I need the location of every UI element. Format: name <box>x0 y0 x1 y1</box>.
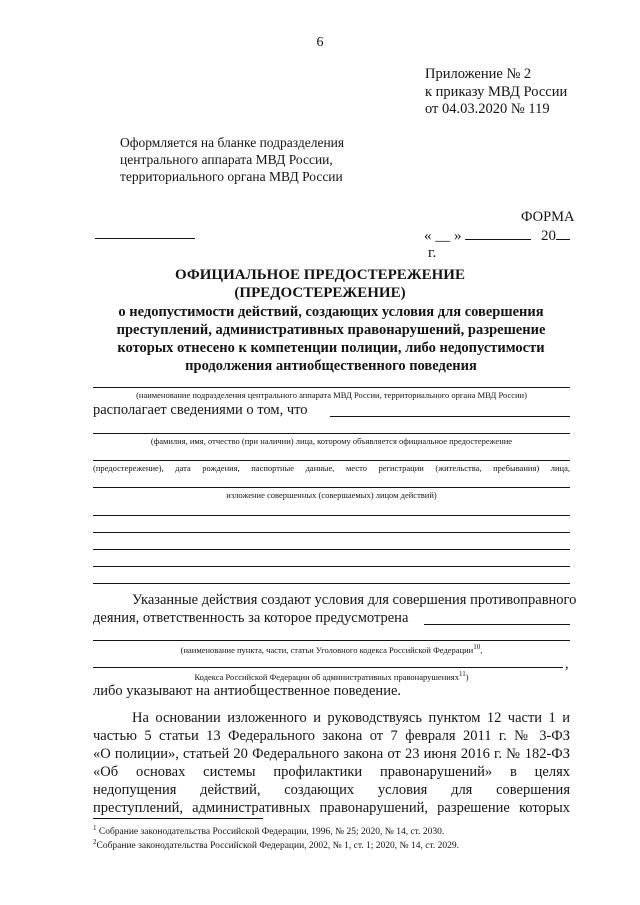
has-info-text: располагает сведениями о том, что <box>93 402 308 418</box>
date-year-prefix: 20 <box>541 228 556 244</box>
footnote-text: Собрание законодательства Российской Федерации, 1996, № 25; 2020, № 14, ст. 2030. <box>98 827 445 838</box>
liability-field[interactable] <box>424 624 570 625</box>
person-caption-2: (предостережение), дата рождения, паспортные данные, место регистрации (жительства, пребывания) лица, <box>93 463 570 473</box>
document-subtitle-line: о недопустимости действий, создающих условия для совершения <box>118 304 544 320</box>
person-field-3[interactable] <box>93 487 570 488</box>
footnote-ref-11: 11 <box>458 670 466 678</box>
document-title: ОФИЦИАЛЬНОЕ ПРЕДОСТЕРЕЖЕНИЕ <box>175 267 465 283</box>
has-info-field[interactable] <box>330 416 570 417</box>
appendix-line: Приложение № 2 <box>425 66 532 82</box>
antisocial-text: либо указывают на антиобщественное поведение. <box>93 683 402 699</box>
appendix-reference <box>425 66 567 119</box>
document-subtitle-line: преступлений, административных правонарушений, разрешение <box>116 322 546 338</box>
footnote-divider <box>93 818 263 819</box>
document-subtitle-line: продолжения антиобщественного поведения <box>185 358 477 374</box>
actions-field-5[interactable] <box>93 583 570 584</box>
person-caption-1: (фамилия, имя, отчество (при наличии) лица, которому объявляется официальное предостережение <box>150 436 513 446</box>
comma-mark: , <box>565 656 569 672</box>
person-field-2[interactable] <box>93 460 570 461</box>
blank-note-line: центрального аппарата МВД России, <box>120 152 333 167</box>
basis-line: «О полиции», статьей 20 Федерального закона от 23 июня 2016 г. № 182-ФЗ <box>93 746 570 762</box>
department-caption: (наименование подразделения центрального аппарата МВД России, территориального органа МВД России) <box>136 390 527 400</box>
form-label: ФОРМА <box>521 209 575 225</box>
date-year-suffix: г. <box>428 245 437 261</box>
actions-text-line: Указанные действия создают условия для совершения противоправного <box>132 592 577 608</box>
date-month-field[interactable] <box>465 227 531 240</box>
document-subtitle-line: которых отнесено к компетенции полиции, либо недопустимости <box>117 340 545 356</box>
footnote-number: 2 <box>93 838 97 846</box>
footnote-number: 1 <box>93 824 97 832</box>
actions-field-1[interactable] <box>93 515 570 516</box>
basis-line: «Об основах системы профилактики правонарушений» в целях <box>93 764 570 780</box>
blank-note <box>120 134 344 185</box>
actions-text-line: деяния, ответственность за которое предусмотрена <box>93 610 409 626</box>
koap-caption <box>93 670 570 682</box>
registration-number-field[interactable] <box>95 238 195 239</box>
koap-caption-text: Кодекса Российской Федерации об административных правонарушениях <box>194 671 459 682</box>
article-caption-end: , <box>480 644 483 655</box>
page-number: 6 <box>316 35 324 50</box>
department-field[interactable] <box>93 387 570 388</box>
footnote-text: Собрание законодательства Российской Федерации, 2002, № 1, ст. 1; 2020, № 14, ст. 2029. <box>96 841 460 852</box>
appendix-line: от 04.03.2020 № 119 <box>425 101 550 117</box>
article-field[interactable] <box>93 640 570 641</box>
footnote-2 <box>93 838 459 851</box>
article-caption-text: (наименование пункта, части, статьи Уголовного кодекса Российской Федерации <box>180 644 474 655</box>
article-caption <box>93 643 570 655</box>
document-title-sub: (ПРЕДОСТЕРЕЖЕНИЕ) <box>234 285 406 301</box>
date-day: « __ » <box>424 228 462 244</box>
person-field-1[interactable] <box>93 433 570 434</box>
basis-line: частью 5 статьи 13 Федерального закона от 7 февраля 2011 г. № 3-ФЗ <box>93 728 570 744</box>
footnote-1 <box>93 824 444 837</box>
actions-field-2[interactable] <box>93 532 570 533</box>
koap-caption-end: ) <box>465 671 469 682</box>
date-row <box>424 227 584 262</box>
koap-field[interactable] <box>93 667 563 668</box>
basis-line: преступлений, административных правонарушений, разрешение которых <box>93 800 570 816</box>
basis-line: недопущения действий, создающих условия для совершения <box>93 782 570 798</box>
appendix-line: к приказу МВД России <box>425 83 568 100</box>
date-year-field[interactable] <box>556 227 570 240</box>
footnote-ref-10: 10 <box>473 643 481 651</box>
basis-line: На основании изложенного и руководствуясь пунктом 12 части 1 и <box>132 710 570 726</box>
blank-note-line: территориального органа МВД России <box>120 169 343 184</box>
blank-note-line: Оформляется на бланке подразделения <box>120 135 345 150</box>
actions-field-4[interactable] <box>93 566 570 567</box>
person-caption-3: изложение совершенных (совершаемых) лицом действий) <box>226 490 437 500</box>
actions-field-3[interactable] <box>93 549 570 550</box>
